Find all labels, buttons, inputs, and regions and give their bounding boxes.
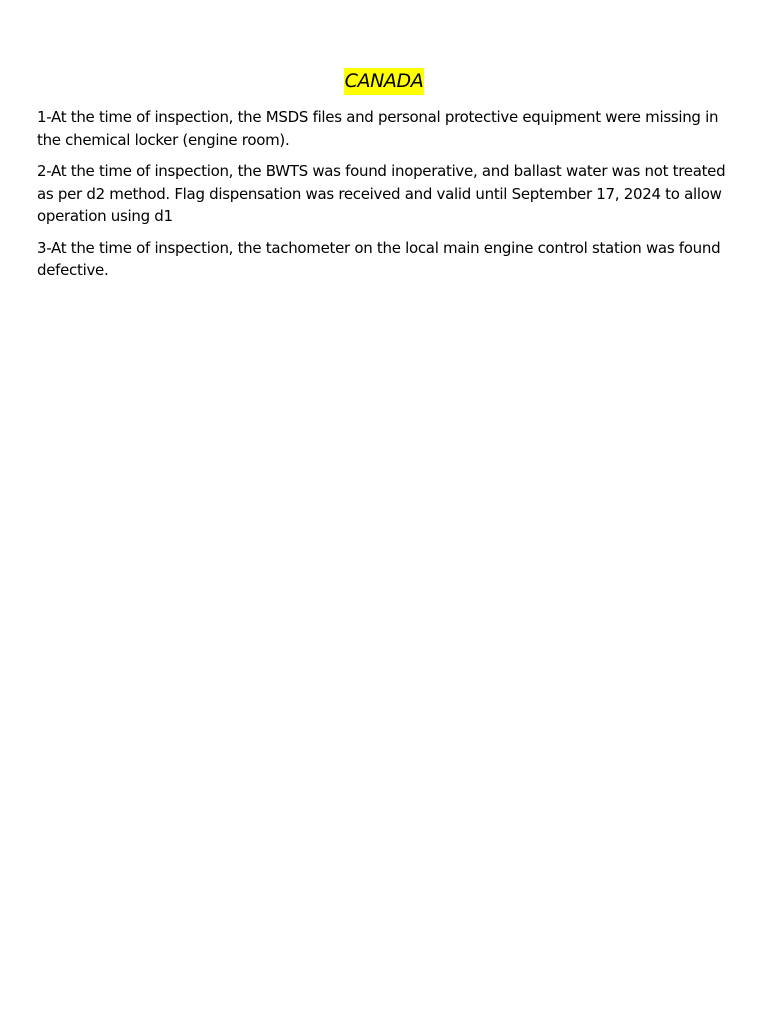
title-container [0,68,768,95]
page-title: CANADA [344,68,425,95]
finding-paragraph-3: 3-At the time of inspection, the tachometer on the local main engine control station was found defective. [37,238,721,279]
finding-paragraph-2: 2-At the time of inspection, the BWTS was found inoperative, and ballast water was not treated as per d2 method. Flag dispensation was received and valid until September 17, 2024 to allow operation using d1 [37,162,726,225]
document-body [37,106,737,291]
finding-paragraph-1: 1-At the time of inspection, the MSDS files and personal protective equipment were missing in the chemical locker (engine room). [37,108,719,149]
